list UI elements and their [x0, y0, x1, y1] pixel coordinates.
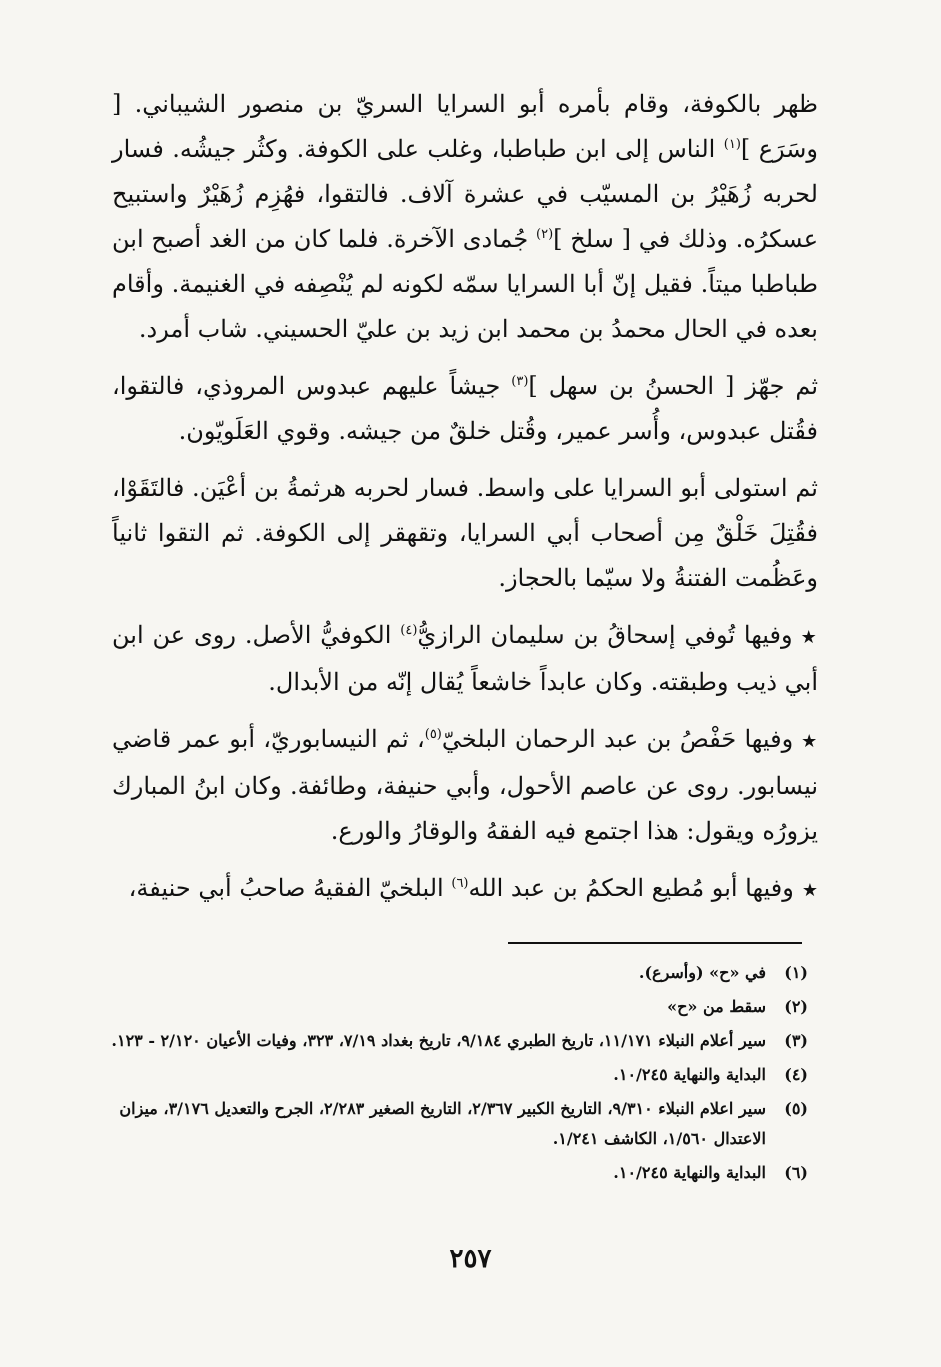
footnote-reference: (١) — [723, 137, 741, 152]
star-icon: ★ — [801, 731, 818, 752]
paragraph-text: ظهر بالكوفة، وقام بأمره أبو السرايا السريّ بن منصور الشيباني. [ وسَرَع ] — [112, 90, 818, 163]
footnote — [108, 1026, 808, 1056]
footnote-reference: (٣) — [511, 374, 529, 389]
paragraph-text: الكوفيُّ الأصل. روى عن ابن أبي ذيب وطبقته. وكان عابداً خاشعاً يُقال إنّه من الأبدال. — [112, 621, 818, 696]
paragraph-text: وفيها أبو مُطيع الحكمُ بن عبد الله — [468, 874, 794, 902]
footnote — [108, 1094, 808, 1154]
footnote — [108, 1158, 808, 1188]
footnote-number: (٣) — [784, 1031, 808, 1050]
paragraph — [112, 613, 818, 705]
footnote-reference: (٤) — [400, 623, 418, 638]
footnote — [108, 992, 808, 1022]
paragraph — [112, 717, 818, 854]
paragraph-text: وفيها تُوفي إسحاقُ بن سليمان الرازيُّ — [417, 621, 793, 649]
footnote-number: (٤) — [784, 1065, 808, 1084]
paragraph-text: الناس إلى ابن طباطبا، وغلب على الكوفة. وكثُر جيشُه. فسار لحربه زُهَيْرُ بن المسيّب في عشرة آلاف. فالتقوا، فهُزِم زُهَيْرٌ واستبيح عسكرُه. وذلك في [ سلخ ] — [112, 135, 819, 253]
footnote-reference: (٥) — [424, 727, 442, 742]
footnote-text: سير أعلام النبلاء ١١/١٧١، تاريخ الطبري ٩/١٨٤، تاريخ بغداد ٧/١٩، ٣٢٣، وفيات الأعيان ٢/١٢٠ - ١٢٣. — [111, 1031, 766, 1050]
paragraph-text: ، ثم النيسابوريّ، أبو عمر قاضي نيسابور. روى عن عاصم الأحول، وأبي حنيفة، وطائفة. وكان ابنُ المبارك يزورُه ويقول: هذا اجتمع فيه الفقهُ والوقارُ والورع. — [112, 725, 818, 845]
paragraph — [112, 364, 818, 454]
footnote — [108, 958, 808, 988]
star-icon: ★ — [800, 627, 819, 648]
footnote-number: (٢) — [784, 997, 808, 1016]
paragraph-text: جيشاً عليهم عبدوس المروذي، فالتقوا، فقُتل عبدوس، وأُسر عمير، وقُتل خلقٌ من جيشه. وقوي العَلَويّون. — [112, 372, 818, 445]
footnotes — [108, 958, 808, 1192]
footnote-number: (٦) — [784, 1163, 808, 1182]
main-text — [112, 82, 818, 925]
footnote-text: في «ح» (وأسرع). — [638, 963, 766, 982]
footnote-text: سير اعلام النبلاء ٩/٣١٠، التاريخ الكبير ٢/٣٦٧، التاريخ الصغير ٢/٢٨٣، الجرح والتعديل ٣/١٧٦، ميزان الاعتدال ١/٥٦٠، الكاشف ١/٢٤١. — [119, 1099, 766, 1148]
paragraph-text: ثم استولى أبو السرايا على واسط. فسار لحربه هرثمةُ بن أعْيَن. فالتَقَوْا، فقُتِلَ خَلْقٌ مِن أصحاب أبي السرايا، وتقهقر إلى الكوفة. ثم التقوا ثانياً وعَظُمت الفتنةُ ولا سيّما بالحجاز. — [112, 474, 818, 592]
paragraph-text: ثم جهّز [ الحسنُ بن سهل ] — [528, 372, 819, 400]
footnote-divider — [508, 942, 802, 944]
paragraph-text: وفيها حَفْصُ بن عبد الرحمان البلخيّ — [441, 725, 794, 753]
footnote — [108, 1060, 808, 1090]
paragraph-text: جُمادى الآخرة. فلما كان من الغد أصبح ابن طباطبا ميتاً. فقيل إنّ أبا السرايا سمّه لكونه لم يُنْصِفه في الغنيمة. وأقام بعده في الحال محمدُ بن محمد ابن زيد بن عليّ الحسيني. شاب أمرد. — [112, 225, 818, 343]
footnote-text: البداية والنهاية ١٠/٢٤٥. — [613, 1065, 766, 1084]
footnote-number: (١) — [784, 963, 808, 982]
footnote-text: البداية والنهاية ١٠/٢٤٥. — [613, 1163, 766, 1182]
footnote-reference: (٢) — [536, 227, 554, 242]
paragraph — [112, 466, 818, 601]
paragraph — [112, 866, 818, 913]
footnote-number: (٥) — [784, 1099, 808, 1118]
footnote-reference: (٦) — [451, 876, 469, 891]
page-number: ٢٥٧ — [449, 1244, 492, 1274]
footnote-text: سقط من «ح» — [667, 997, 766, 1016]
paragraph — [112, 82, 818, 352]
star-icon: ★ — [801, 880, 818, 901]
paragraph-text: البلخيّ الفقيهُ صاحبُ أبي حنيفة، — [128, 874, 452, 902]
